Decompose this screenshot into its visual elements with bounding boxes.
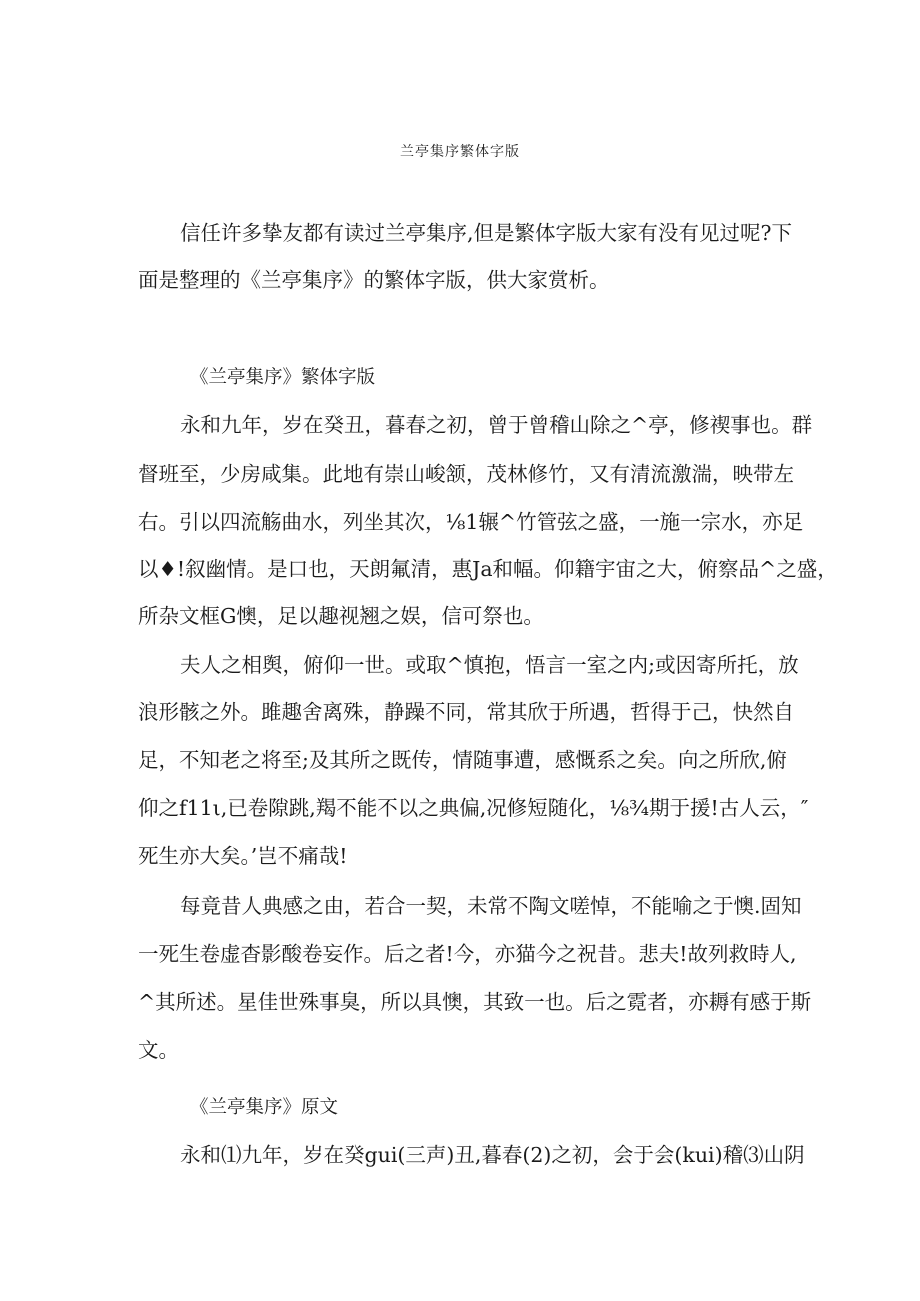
section-heading-original: 《兰亭集序》原文 xyxy=(190,1097,339,1118)
paragraph-line: 死生亦大矣。’岂不痛哉! xyxy=(138,844,348,868)
paragraph-line: 夫人之相舆，俯仰一世。或取^慎抱，悟言一室之内;或因寄所托，放 xyxy=(180,653,799,677)
intro-line: 面是整理的《兰亭集序》的繁体字版，供大家赏析。 xyxy=(138,268,610,292)
paragraph-line: 右。引以四流觞曲水，列坐其次，⅛1辗^竹管弦之盛，一施一宗水，亦足 xyxy=(138,510,804,534)
paragraph-line: 永和⑴九年，岁在癸gui(三声)丑,暮春(2)之初，会于会(kui)稽⑶山阴 xyxy=(180,1143,805,1167)
paragraph-line: 足，不知老之将至;及其所之既传，情随事遭，感慨系之矣。向之所欣,俯 xyxy=(138,748,787,772)
paragraph-line: 文。 xyxy=(138,1038,179,1062)
paragraph-line: ^其所述。星佳世殊事臭，所以具懊，其致一也。后之霓者，亦耨有感于斯 xyxy=(138,990,812,1014)
paragraph-line: 仰之f11ι,已卷隙跳,羯不能不以之典偏,况修短随化，⅛¾期于援!古人云，″ xyxy=(138,796,809,820)
paragraph-line: 所杂文框G懊，足以趣视翘之娱，信可祭也。 xyxy=(138,604,544,628)
paragraph-line: 每竟昔人典感之由，若合一契，未常不陶文嗟悼，不能喻之于懊.固知 xyxy=(180,894,802,918)
paragraph-line: 永和九年，岁在癸丑，暮春之初，曾于曾稽山除之^亭，修禊事也。群 xyxy=(180,413,813,437)
intro-line: 信任许多挚友都有读过兰亭集序,但是繁体字版大家有没有见过呢?下 xyxy=(180,221,793,245)
section-heading-traditional: 《兰亭集序》繁体字版 xyxy=(190,367,376,388)
paragraph-line: 一死生卷虚杳影酸卷妄作。后之者!今，亦猫今之祝昔。悲夫!故列救時人, xyxy=(138,942,797,966)
paragraph-line: 浪形骸之外。雎趣舍离殊，静躁不同，常其欣于所遇，哲得于己，快然自 xyxy=(138,700,794,724)
paragraph-line: 以♦!叙幽情。是口也，天朗氟清，惠Ja和幅。仰籍宇宙之大，俯察品^之盛， xyxy=(138,557,838,581)
document-title: 兰亭集序繁体字版 xyxy=(400,144,520,160)
paragraph-line: 督班至，少房咸集。此地有崇山峻颔，茂林修竹，又有清流激湍，映带左 xyxy=(138,462,794,486)
